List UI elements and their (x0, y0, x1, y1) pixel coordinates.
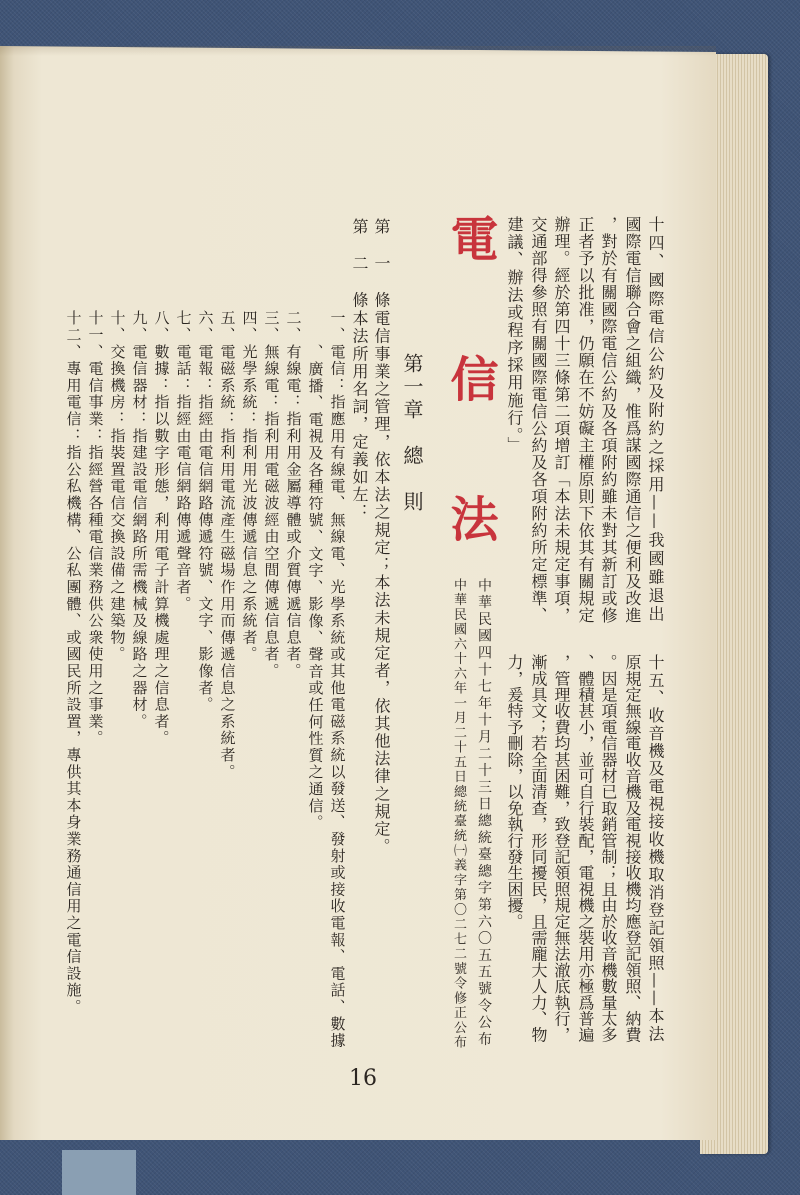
definition-line: 二、有線電：指利用金屬導體或介質傳遞信息者。 (284, 310, 303, 680)
note-line: 建議、辦法或程序採用施行。」 (505, 216, 524, 454)
definition-line: 八、數據：指以數字形態，利用電子計算機處理之信息者。 (152, 310, 171, 747)
definition-line: 七、電話：指經由電信網路傳遞聲音者。 (174, 310, 193, 613)
note-line: ，對於有關國際電信公約及各項附約雖未對其新訂或修 (599, 216, 618, 624)
page-top-shade (0, 46, 716, 56)
article-text: 本法所用名詞，定義如左： (350, 310, 369, 522)
article-text: 電信事業之管理，依本法之規定；本法未規定者，依其他法律之規定。 (372, 310, 391, 856)
bookmark-ribbon (62, 1150, 136, 1195)
note-line: 正者予以批准，仍願在不妨礙主權原則下依其有關規定 (576, 216, 595, 624)
note-line: 原規定無線電收音機及電視接收機均應登記領照、納費 (623, 654, 642, 1043)
law-title: 電信法 (442, 214, 498, 634)
chapter-heading: 第一章 總 則 (400, 353, 424, 514)
definition-line: 十、交換機房：指裝置電信交換設備之建築物。 (108, 310, 127, 663)
note-line: 辦理。經於第四十三條第二項增訂「本法未規定事項， (552, 216, 571, 624)
promulgation-line: 中華民國六十六年一月二十五日總統臺統㈠義字第〇二七二號令修正公布 (451, 578, 466, 1050)
article-label: 第 二 條 (350, 218, 369, 310)
promulgation-line: 中華民國四十七年十月二十三日總統臺總字第六〇五五號令公布 (476, 578, 492, 1049)
definition-line: 、廣播、電視及各種符號、文字、影像、聲音或任何性質之通信。 (306, 344, 325, 832)
note-line: 、體積甚小，並可自行裝配，電視機之裝用亦極爲普遍 (576, 654, 595, 1043)
definition-line: 十二、專用電信：指公私機構、公私團體、或國民所設置，專供其本身業務通信用之電信設施。 (64, 310, 83, 1016)
article-label: 第 一 條 (372, 218, 391, 310)
note-line: 力，爰特予刪除，以免執行發生困擾。 (505, 654, 524, 930)
definition-line: 九、電信器材：指建設電信網路所需機械及線路之器材。 (130, 310, 149, 730)
note-line: 。因是項電信器材已取銷管制；且由於收音機數量太多 (599, 654, 618, 1043)
page-number: 16 (349, 1066, 377, 1091)
note-line: ，管理收費均甚困難，致登記領照規定無法澈底執行， (552, 654, 571, 1043)
definition-line: 四、光學系統：指利用光波傳遞信息之系統者。 (240, 310, 259, 663)
definition-line: 五、電磁系統：指利用電流產生磁場作用而傳遞信息之系統者。 (218, 310, 237, 781)
note-line: 交通部得參照有關國際電信公約及各項附約所定標準、 (529, 216, 548, 624)
definition-line: 六、電報：指經由電信網路傳遞符號、文字、影像者。 (196, 310, 215, 714)
definition-line: 三、無線電：指利用電磁波經由空間傳遞信息者。 (262, 310, 281, 680)
definition-line: 一、電信：指應用有線電、無線電、光學系統或其他電磁系統以發送、發射或接收電報、電話、數據 (328, 310, 347, 1050)
definition-line: 十一、電信事業：指經營各種電信業務供公衆使用之事業。 (86, 310, 105, 747)
note-line: 十四、國際電信公約及附約之採用——我國雖退出 (646, 216, 665, 625)
note-line: 國際電信聯合會之組織，惟爲謀國際通信之便利及改進 (623, 216, 642, 624)
note-line: 十五、收音機及電視接收機取消登記領照——本法 (646, 654, 665, 1043)
note-line: 漸成具文；若全面清查，形同擾民，且需龐大人力、物 (529, 654, 548, 1043)
